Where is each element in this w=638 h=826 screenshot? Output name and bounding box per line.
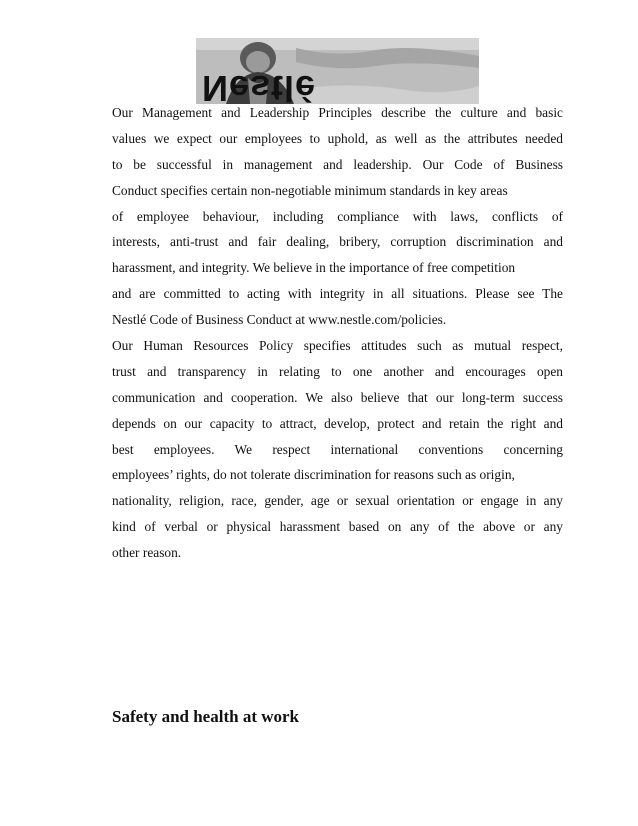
text-line: best employees. We respect international conventions concerning — [112, 441, 563, 457]
text-line: kind of verbal or physical harassment based on any of the above or any — [112, 519, 563, 535]
text-line: to be successful in management and leadership. Our Code of Business — [112, 156, 563, 172]
text-line: interests, anti-trust and fair dealing, bribery, corruption discrimination and — [112, 234, 563, 250]
text-line: nationality, religion, race, gender, age or sexual orientation or engage in any — [112, 493, 563, 509]
document-body — [112, 100, 563, 566]
text-line: employees’ rights, do not tolerate discrimination for reasons such as origin, — [112, 467, 515, 483]
text-line: Conduct specifies certain non-negotiable minimum standards in key areas — [112, 182, 508, 198]
text-line: Our Human Resources Policy specifies attitudes such as mutual respect, — [112, 338, 563, 354]
text-line: values we expect our employees to uphold, as well as the attributes needed — [112, 130, 563, 146]
text-line: of employee behaviour, including compliance with laws, conflicts of — [112, 208, 563, 224]
text-line: Our Management and Leadership Principles describe the culture and basic — [112, 105, 563, 120]
text-line: and are committed to acting with integrity in all situations. Please see The — [112, 286, 563, 302]
nestle-logo-wordmark: Nestlé — [202, 68, 317, 109]
text-line: depends on our capacity to attract, develop, protect and retain the right and — [112, 415, 563, 431]
section-heading-safety-health: Safety and health at work — [112, 707, 300, 726]
paragraph-human-resources-policy — [112, 333, 563, 566]
text-line: trust and transparency in relating to one another and encourages open — [112, 363, 563, 379]
text-line: communication and cooperation. We also believe that our long-term success — [112, 389, 563, 405]
paragraph-management-principles — [112, 100, 563, 333]
text-line: harassment, and integrity. We believe in the importance of free competition — [112, 260, 516, 276]
text-line: Nestlé Code of Business Conduct at www.nestle.com/policies. — [112, 312, 447, 328]
text-line: other reason. — [112, 545, 182, 561]
